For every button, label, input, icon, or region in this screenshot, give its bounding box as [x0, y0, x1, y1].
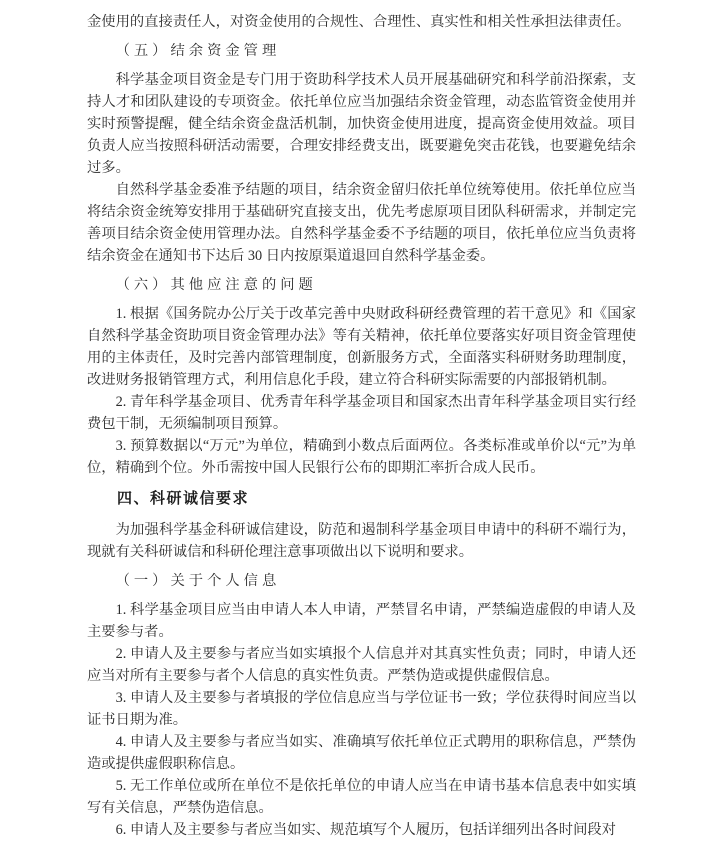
body-paragraph: 科学基金项目资金是专门用于资助科学技术人员开展基础研究和科学前沿探索，支持人才和团队建设的专项资金。依托单位应当加强结余资金管理，动态监管资金使用并实时预警提醒，健全结余资金盘活机制，加快资金使用进度，提高资金使用效益。项目负责人应当按照科研活动需要，合理安排经费支出，既要避免突击花钱，也要避免结余过多。 [87, 72, 636, 176]
body-paragraph: 为加强科学基金科研诚信建设，防范和遏制科学基金项目申请中的科研不端行为，现就有关科研诚信和科研伦理注意事项做出以下说明和要求。 [87, 522, 636, 560]
section-heading: 四、科研诚信要求 [117, 490, 250, 507]
body-paragraph: 2. 申请人及主要参与者应当如实填报个人信息并对其真实性负责；同时，申请人还应当对所有主要参与者个人信息的真实性负责。严禁伪造或提供虚假信息。 [87, 646, 636, 684]
body-paragraph: 1. 根据《国务院办公厅关于改革完善中央财政科研经费管理的若干意见》和《国家自然科学基金资助项目资金管理办法》等有关精神，依托单位要落实好项目资金管理使用的主体责任，及时完善内部管理制度，创新服务方式，全面落实科研财务助理制度，改进财务报销管理方式，利用信息化手段，建立符合科研实际需要的内部报销机制。 [87, 306, 636, 388]
subsection-heading: （一）关于个人信息 [115, 573, 281, 589]
continuation-paragraph: 金使用的直接责任人，对资金使用的合规性、合理性、真实性和相关性承担法律责任。 [87, 14, 631, 30]
body-paragraph: 2. 青年科学基金项目、优秀青年科学基金项目和国家杰出青年科学基金项目实行经费包干制，无须编制项目预算。 [87, 394, 636, 432]
body-paragraph: 5. 无工作单位或所在单位不是依托单位的申请人应当在申请书基本信息表中如实填写有关信息，严禁伪造信息。 [87, 778, 636, 816]
body-paragraph: 3. 申请人及主要参与者填报的学位信息应当与学位证书一致；学位获得时间应当以证书日期为准。 [87, 690, 636, 728]
body-paragraph: 3. 预算数据以“万元”为单位，精确到小数点后面两位。各类标准或单价以“元”为单位，精确到个位。外币需按中国人民银行公布的即期汇率折合成人民币。 [87, 438, 636, 476]
subsection-heading: （六）其他应注意的问题 [115, 277, 317, 293]
subsection-heading: （五）结余资金管理 [115, 43, 281, 59]
body-paragraph: 1. 科学基金项目应当由申请人本人申请，严禁冒名申请，严禁编造虚假的申请人及主要参与者。 [87, 602, 636, 640]
body-paragraph: 4. 申请人及主要参与者应当如实、准确填写依托单位正式聘用的职称信息，严禁伪造或提供虚假职称信息。 [87, 734, 636, 772]
body-paragraph: 6. 申请人及主要参与者应当如实、规范填写个人履历，包括详细列出各时间段对 [115, 822, 616, 838]
body-paragraph: 自然科学基金委准予结题的项目，结余资金留归依托单位统筹使用。依托单位应当将结余资金统筹安排用于基础研究直接支出，优先考虑原项目团队科研需求，并制定完善项目结余资金使用管理办法。自然科学基金委不予结题的项目，依托单位应当负责将结余资金在通知书下达后 30 日内按原渠道退回自然科学基金委。 [87, 182, 636, 264]
